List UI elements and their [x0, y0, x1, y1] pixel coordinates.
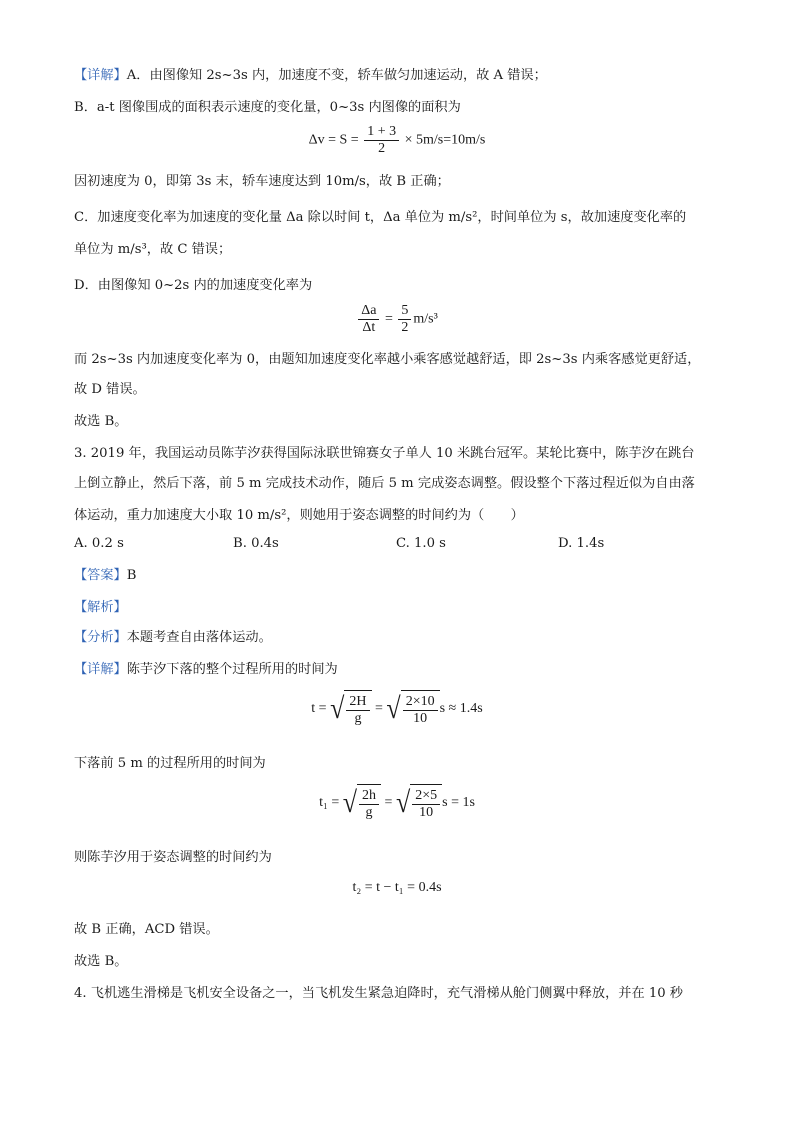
text-line: 下落前 5 m 的过程所用的时间为 [74, 756, 266, 771]
text-line: D．由图像知 0~2s 内的加速度变化率为 [74, 278, 313, 293]
text-line: 故选 B。 [74, 954, 128, 969]
text-line: 故 B 正确，ACD 错误。 [74, 922, 219, 937]
equation-total-time: t = √ $\frac{2H}{g}$ = √ $\frac{2\times 10}{10}$ s ≈ 1.4s [0, 690, 794, 728]
option-a: A. 0.2 s [74, 536, 124, 551]
analysis-line: 【分析】本题考查自由落体运动。 [74, 630, 272, 645]
detail-tag: 【详解】 [74, 68, 127, 83]
question-text: 3. 2019 年，我国运动员陈芋汐获得国际泳联世锦赛女子单人 10 米跳台冠军。某轮比赛中，陈芋汐在跳台 [74, 446, 695, 461]
option-d: D. 1.4s [558, 536, 605, 551]
question-text: 4. 飞机逃生滑梯是飞机安全设备之一，当飞机发生紧急迫降时，充气滑梯从舱门侧翼中释放，并在 10 秒 [74, 986, 683, 1001]
equation-adjust-time: t₂ = t − t₁ = 0.4s [352, 880, 442, 895]
analysis-heading: 【解析】 [74, 600, 127, 615]
equation-jerk: $\frac{\Delta a}{\Delta t}$ = $\frac{5}{2}$ m/s³ [0, 303, 794, 336]
text-line: C．加速度变化率为加速度的变化量 Δa 除以时间 t，Δa 单位为 m/s²，时间单位为 s，故加速度变化率的 [74, 210, 687, 225]
text-line: B．a-t 图像围成的面积表示速度的变化量，0~3s 内图像的面积为 [74, 100, 461, 115]
text-line: 而 2s~3s 内加速度变化率为 0，由题知加速度变化率越小乘客感觉越舒适，即 2s~3s 内乘客感觉更舒适， [74, 352, 701, 367]
option-b: B. 0.4s [233, 536, 279, 551]
question-text: 上倒立静止，然后下落，前 5 m 完成技术动作，随后 5 m 完成姿态调整。假设整个下落过程近似为自由落 [74, 476, 695, 491]
text-line: 则陈芋汐用于姿态调整的时间约为 [74, 850, 272, 865]
answer-line: 【答案】B [74, 568, 137, 583]
question-text: 体运动，重力加速度大小取 10 m/s²，则她用于姿态调整的时间约为（ ） [74, 508, 524, 523]
text-line: 【详解】A．由图像知 2s~3s 内，加速度不变，轿车做匀加速运动，故 A 错误； [74, 68, 547, 83]
text-line: 故 D 错误。 [74, 382, 146, 397]
text-line: 故选 B。 [74, 414, 128, 429]
equation-delta-v: Δv = S = $\frac{1 + 3}{2}$ × 5m/s=10m/s [308, 124, 486, 156]
equation-first-time: t₁ = √ $\frac{2h}{g}$ = √ $\frac{2\times 5}{10}$ s = 1s [0, 784, 794, 822]
detail-line: 【详解】陈芋汐下落的整个过程所用的时间为 [74, 662, 338, 677]
answer-tag: 【答案】 [74, 568, 127, 583]
text-line: 因初速度为 0，即第 3s 末，轿车速度达到 10m/s，故 B 正确； [74, 174, 450, 189]
option-c: C. 1.0 s [396, 536, 446, 551]
text-line: 单位为 m/s³，故 C 错误； [74, 242, 232, 257]
